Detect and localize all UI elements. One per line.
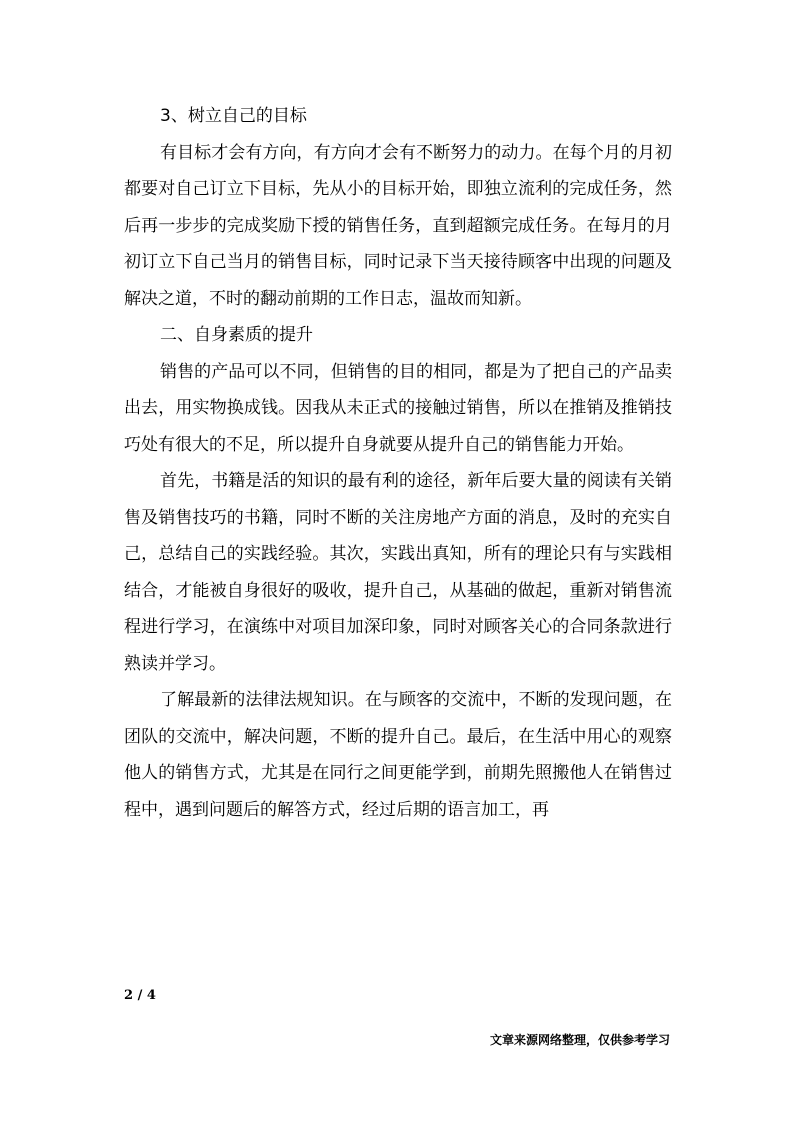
- paragraph-sales-purpose: 销售的产品可以不同，但销售的目的相同，都是为了把自己的产品卖出去，用实物换成钱。因我从未正式的接触过销售，所以在推销及推销技巧处有很大的不足，所以提升自身就要从提升自己的销售能力开始。: [124, 361, 672, 455]
- paragraph-laws-observation: 了解最新的法律法规知识。在与顾客的交流中，不断的发现问题，在团队的交流中，解决问题，不断的提升自己。最后，在生活中用心的观察他人的销售方式，尤其是在同行之间更能学到，前期先照搬他人在销售过程中，遇到问题后的解答方式，经过后期的语言加工，再: [124, 690, 672, 820]
- page-number: 2 / 4: [124, 988, 156, 1003]
- source-note: 文章来源网络整理，仅供参考学习: [489, 1033, 670, 1047]
- document-body: [124, 98, 672, 828]
- paragraph-goals: 有目标才会有方向，有方向才会有不断努力的动力。在每个月的月初都要对自己订立下目标，先从小的目标开始，即独立流利的完成任务，然后再一步步的完成奖励下授的销售任务，直到超额完成任务。在每月的月初订立下自己当月的销售目标，同时记录下当天接待顾客中出现的问题及解决之道，不时的翻动前期的工作日志，温故而知新。: [124, 142, 672, 309]
- section-heading-self-improvement: 二、自身素质的提升: [160, 325, 313, 345]
- section-heading-goals: 3、树立自己的目标: [160, 106, 307, 126]
- paragraph-reading-practice: 首先，书籍是活的知识的最有利的途径，新年后要大量的阅读有关销售及销售技巧的书籍，同时不断的关注房地产方面的消息，及时的充实自己，总结自己的实践经验。其次，实践出真知，所有的理论只有与实践相结合，才能被自身很好的吸收，提升自己，从基础的做起，重新对销售流程进行学习，在演练中对项目加深印象，同时对顾客关心的合同条款进行熟读并学习。: [124, 471, 672, 674]
